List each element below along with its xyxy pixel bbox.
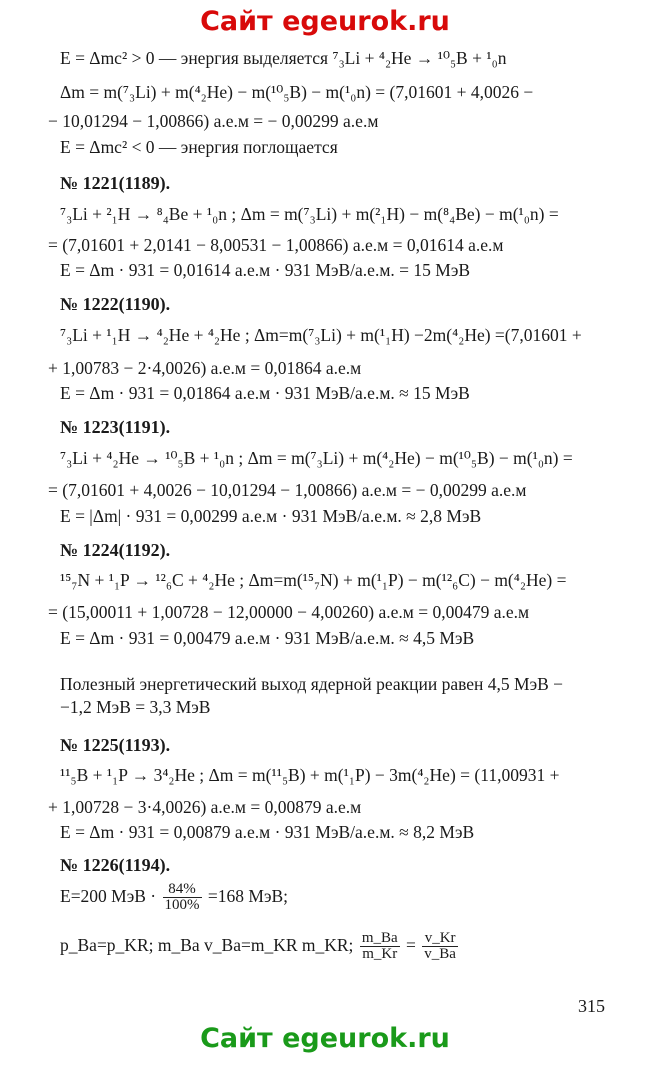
problem-heading: № 1223(1191).	[60, 417, 171, 437]
site-header: Сайт egeurok.ru	[200, 6, 450, 37]
text-line: + 1,00783 − 2·4,0026) а.е.м = 0,01864 а.е.м	[48, 358, 362, 378]
text-line: E = |Δm| · 931 = 0,00299 а.е.м · 931 МэВ/а.е.м. ≈ 2,8 МэВ	[60, 506, 482, 526]
problem-heading: № 1224(1192).	[60, 540, 171, 560]
text-line: Δm = m(⁷₃Li) + m(⁴₂He) − m(¹⁰₅B) − m(¹₀n) = (7,01601 + 4,0026 −	[60, 82, 534, 102]
fraction	[163, 882, 202, 913]
fraction	[360, 931, 400, 962]
momentum-formula	[60, 925, 460, 965]
text-line: E = Δm · 931 = 0,01614 а.е.м · 931 МэВ/а.е.м. = 15 МэВ	[60, 260, 471, 280]
text-line: ¹¹₅B + ¹₁P → 3⁴₂He ; Δm = m(¹¹₅B) + m(¹₁P) − 3m(⁴₂He) = (11,00931 +	[60, 765, 560, 785]
problem-heading: № 1221(1189).	[60, 173, 171, 193]
text-line: = (15,00011 + 1,00728 − 12,00000 − 4,00260) а.е.м = 0,00479 а.е.м	[48, 602, 530, 622]
text-line: + 1,00728 − 3·4,0026) а.е.м = 0,00879 а.е.м	[48, 797, 362, 817]
formula-text: p_Ba=p_KR; m_Ba v_Ba=m_KR m_KR;	[60, 935, 354, 955]
text-line: E = Δm · 931 = 0,00879 а.е.м · 931 МэВ/а.е.м. ≈ 8,2 МэВ	[60, 822, 475, 842]
problem-heading: № 1226(1194).	[60, 855, 171, 875]
text-line: E = Δm · 931 = 0,00479 а.е.м · 931 МэВ/а.е.м. ≈ 4,5 МэВ	[60, 628, 475, 648]
formula-suffix: =168 МэВ;	[207, 886, 288, 906]
text-line: = (7,01601 + 4,0026 − 10,01294 − 1,00866) а.е.м = − 0,00299 а.е.м	[48, 480, 527, 500]
fraction-numerator: m_Ba	[361, 930, 398, 947]
text-line: Полезный энергетический выход ядерной реакции равен 4,5 МэВ −	[60, 674, 563, 694]
text-line: − 10,01294 − 1,00866) а.е.м = − 0,00299 а.е.м	[48, 111, 379, 131]
energy-formula	[60, 876, 288, 916]
fraction	[422, 931, 458, 962]
problem-heading: № 1222(1190).	[60, 294, 171, 314]
text-line: E = Δmc² > 0 — энергия выделяется ⁷₃Li + ⁴₂He → ¹⁰₅B + ¹₀n	[60, 48, 507, 68]
text-line: ⁷₃Li + ⁴₂He → ¹⁰₅B + ¹₀n ; Δm = m(⁷₃Li) + m(⁴₂He) − m(¹⁰₅B) − m(¹₀n) =	[60, 448, 573, 468]
fraction-numerator: v_Kr	[422, 931, 458, 947]
equals-sign: =	[406, 935, 416, 955]
formula-prefix: E=200 МэВ ·	[60, 886, 157, 906]
problem-heading: № 1225(1193).	[60, 735, 171, 755]
fraction-numerator: 84%	[163, 882, 202, 898]
fraction-denominator: v_Ba	[424, 946, 456, 963]
text-line: ¹⁵₇N + ¹₁P → ¹²₆C + ⁴₂He ; Δm=m(¹⁵₇N) + m(¹₁P) − m(¹²₆C) − m(⁴₂He) =	[60, 570, 567, 590]
text-line: = (7,01601 + 2,0141 − 8,00531 − 1,00866) а.е.м = 0,01614 а.е.м	[48, 235, 504, 255]
page-number: 315	[578, 996, 605, 1016]
fraction-denominator: m_Kr	[362, 946, 398, 963]
text-line: ⁷₃Li + ²₁H → ⁸₄Be + ¹₀n ; Δm = m(⁷₃Li) + m(²₁H) − m(⁸₄Be) − m(¹₀n) =	[60, 204, 559, 224]
site-footer: Сайт egeurok.ru	[200, 1023, 450, 1054]
text-line: E = Δmc² < 0 — энергия поглощается	[60, 137, 338, 157]
text-line: −1,2 МэВ = 3,3 МэВ	[60, 697, 211, 717]
fraction-denominator: 100%	[164, 897, 200, 914]
text-line: E = Δm · 931 = 0,01864 а.е.м · 931 МэВ/а.е.м. ≈ 15 МэВ	[60, 383, 470, 403]
text-line: ⁷₃Li + ¹₁H → ⁴₂He + ⁴₂He ; Δm=m(⁷₃Li) + m(¹₁H) −2m(⁴₂He) =(7,01601 +	[60, 325, 582, 345]
